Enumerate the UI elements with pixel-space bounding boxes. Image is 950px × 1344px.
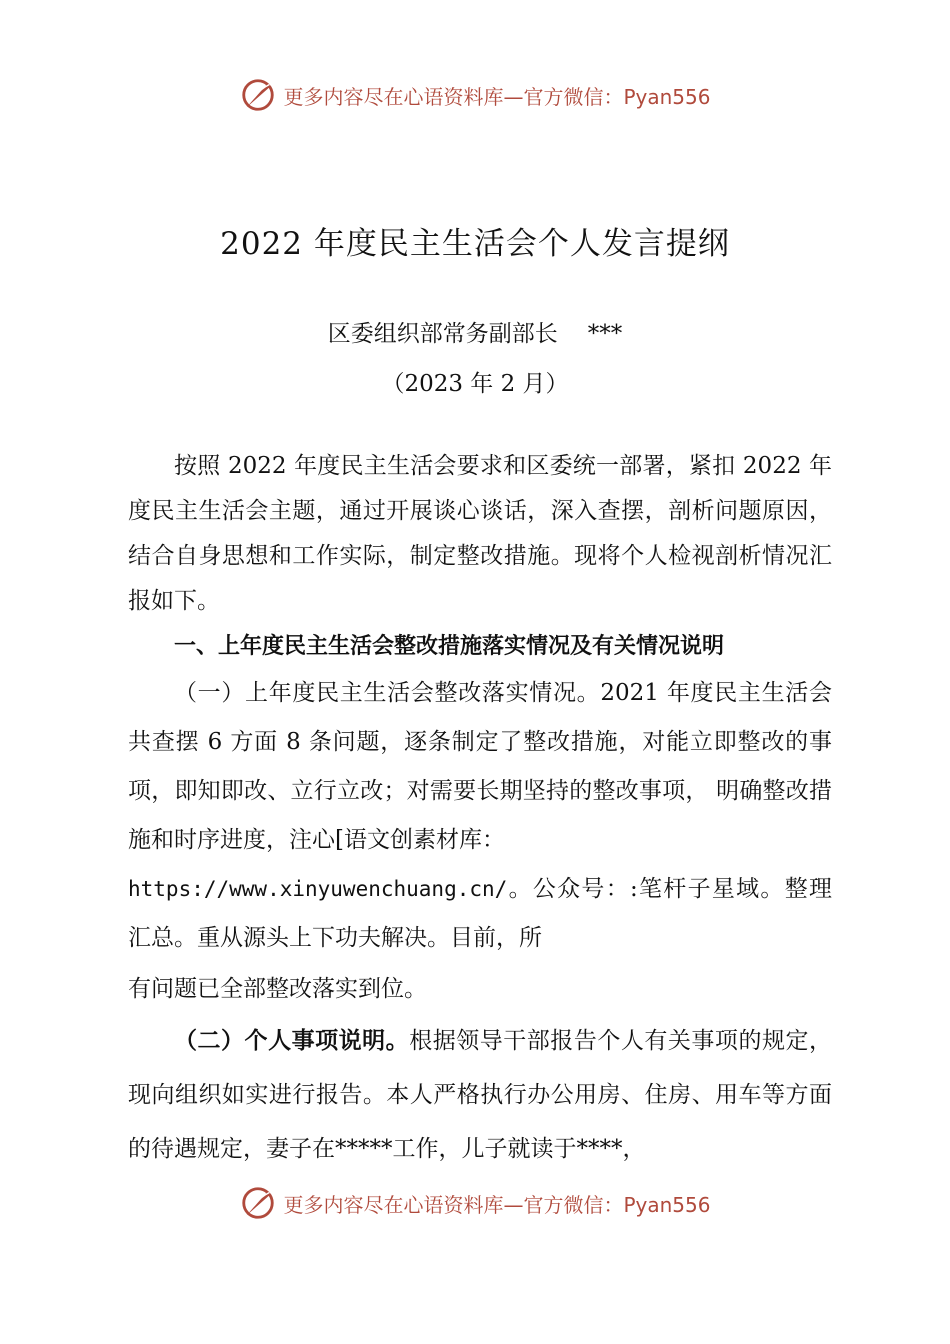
section-1-1-text: （一）上年度民主生活会整改落实情况。2021 年度民主生活会共查摆 6 方面 8 条问题，逐条制定了整改措施，对能立即整改的事项，即知即改、立行立改；对需要长期坚持的整改事项， 明确整改措施和时序进度，注心[语文创素材库：	[128, 680, 832, 853]
quill-logo-icon	[239, 76, 277, 114]
page-title: 2022 年度民主生活会个人发言提纲	[220, 226, 730, 262]
section-1-1-paragraph	[128, 669, 832, 963]
watermark-text: 更多内容尽在心语资料库—官方微信：Pyan556	[283, 1192, 711, 1217]
document-body	[128, 444, 832, 1176]
section-1-2-heading: （二）个人事项说明。	[174, 1028, 410, 1054]
author-line	[0, 315, 950, 348]
section-1-2-text: 根据领导干部报告个人有关事项的规定，现向组织如实进行报告。本人严格执行办公用房、住房、用车等方面的待遇规定，妻子在*****工作，儿子就读于****，	[128, 1028, 833, 1162]
watermark-header	[0, 76, 950, 114]
author-name: ***	[587, 321, 623, 347]
section-heading-1: 一、上年度民主生活会整改措施落实情况及有关情况说明	[174, 634, 725, 659]
section-1-2-paragraph	[128, 1014, 832, 1176]
section-1-1-text-continued: 。公众号：:笔杆子星域。整理汇总。重从源头上下功夫解决。目前，所	[128, 876, 832, 951]
watermark-footer	[0, 1184, 950, 1222]
document-date: （2023 年 2 月）	[381, 371, 569, 397]
section-1-1-conclusion: 有问题已全部整改落实到位。	[128, 976, 427, 1002]
author-position: 区委组织部常务副部长	[327, 321, 558, 347]
intro-paragraph: 按照 2022 年度民主生活会要求和区委统一部署，紧扣 2022 年度民主生活会主题，通过开展谈心谈话，深入查摆，剖析问题原因，结合自身思想和工作实际，制定整改措施。现将个人检视剖析情况汇报如下。	[128, 453, 832, 614]
watermark-text: 更多内容尽在心语资料库—官方微信：Pyan556	[283, 84, 711, 109]
quill-logo-icon	[239, 1184, 277, 1222]
source-url: https://www.xinyuwenchuang.cn/	[128, 877, 508, 901]
